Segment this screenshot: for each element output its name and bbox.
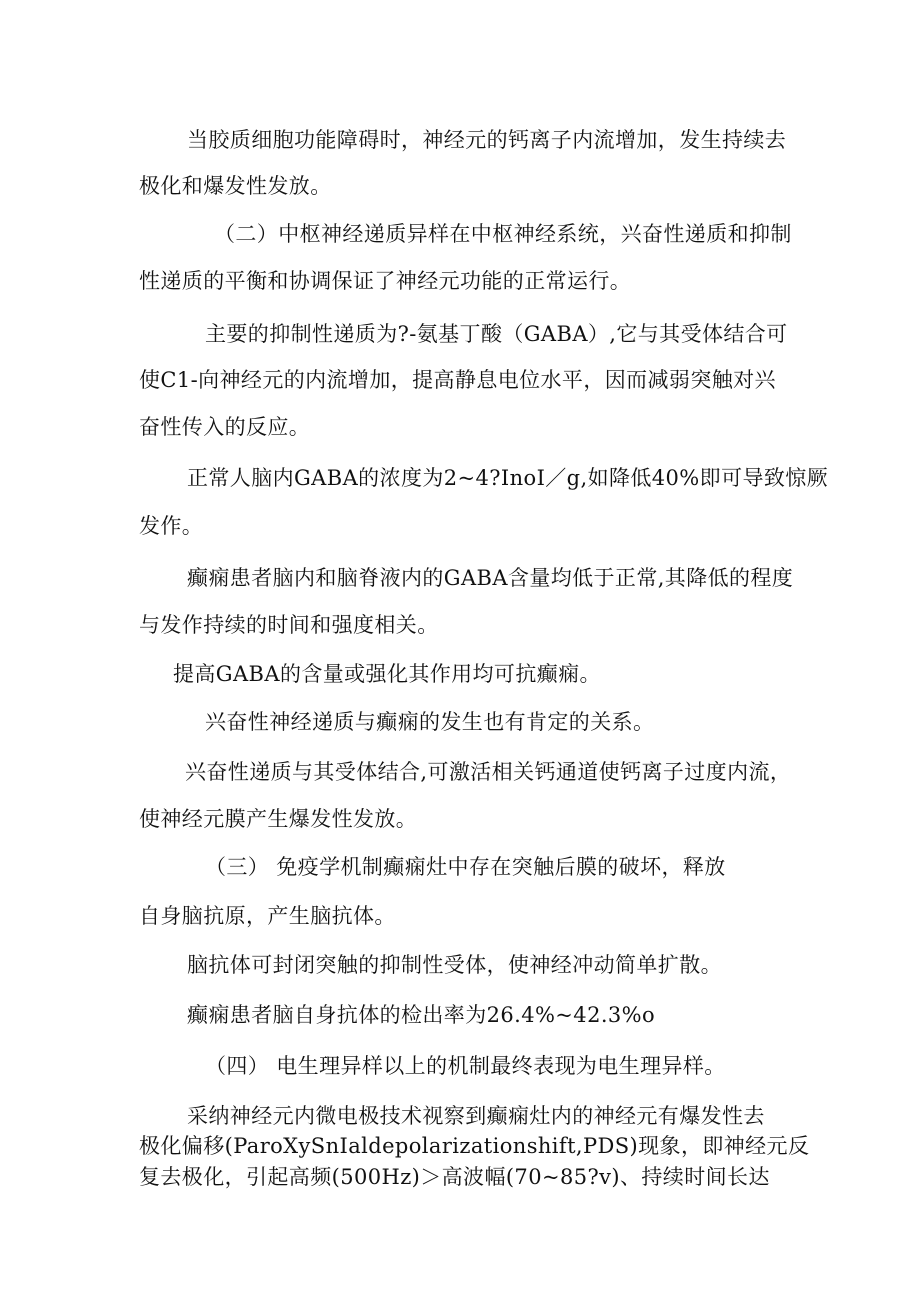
- text-line: 提高GABA的含量或强化其作用均可抗癫痫。: [173, 662, 601, 686]
- text-line: 使C1-向神经元的内流增加，提高静息电位水平，因而减弱突触对兴: [139, 368, 776, 392]
- text-line: 极化偏移(ParoXySnIaldepolarizationshift,PDS)现象，即神经元反: [139, 1134, 810, 1158]
- text-line: （二）中枢神经递质异样在中枢神经系统，兴奋性递质和抑制: [214, 222, 792, 246]
- text-line: 发作。: [139, 514, 204, 538]
- text-line: 性递质的平衡和协调保证了神经元功能的正常运行。: [139, 269, 632, 293]
- text-line: 奋性传入的反应。: [139, 415, 311, 439]
- text-line: 癫痫患者脑自身抗体的检出率为26.4%~42.3%o: [187, 1003, 656, 1027]
- text-line: 主要的抑制性递质为?-氨基丁酸（GABA）,它与其受体结合可: [205, 322, 788, 346]
- text-line: 癫痫患者脑内和脑脊液内的GABA含量均低于正常,其降低的程度: [187, 566, 794, 590]
- text-line: 当胶质细胞功能障碍时，神经元的钙离子内流增加，发生持续去: [187, 128, 787, 152]
- text-line: 兴奋性神经递质与癫痫的发生也有肯定的关系。: [205, 710, 655, 734]
- text-line: 复去极化，引起高频(500Hz)＞高波幅(70~85?v)、持续时间长达: [139, 1165, 770, 1189]
- text-line: 采纳神经元内微电极技术视察到癫痫灶内的神经元有爆发性去: [187, 1104, 765, 1128]
- text-line: 脑抗体可封闭突触的抑制性受体，使神经冲动简单扩散。: [187, 953, 722, 977]
- text-line: 极化和爆发性发放。: [139, 174, 332, 198]
- text-line: 正常人脑内GABA的浓度为2~4?InoI／g,如降低40%即可导致惊厥: [187, 466, 829, 490]
- text-line: （三） 免疫学机制癫痫灶中存在突触后膜的破坏，释放: [205, 855, 726, 879]
- text-line: 兴奋性递质与其受体结合,可激活相关钙通道使钙离子过度内流，: [185, 760, 792, 784]
- text-line: 自身脑抗原，产生脑抗体。: [139, 904, 396, 928]
- text-line: 使神经元膜产生爆发性发放。: [139, 807, 418, 831]
- text-line: （四） 电生理异样以上的机制最终表现为电生理异样。: [205, 1054, 726, 1078]
- text-line: 与发作持续的时间和强度相关。: [139, 613, 439, 637]
